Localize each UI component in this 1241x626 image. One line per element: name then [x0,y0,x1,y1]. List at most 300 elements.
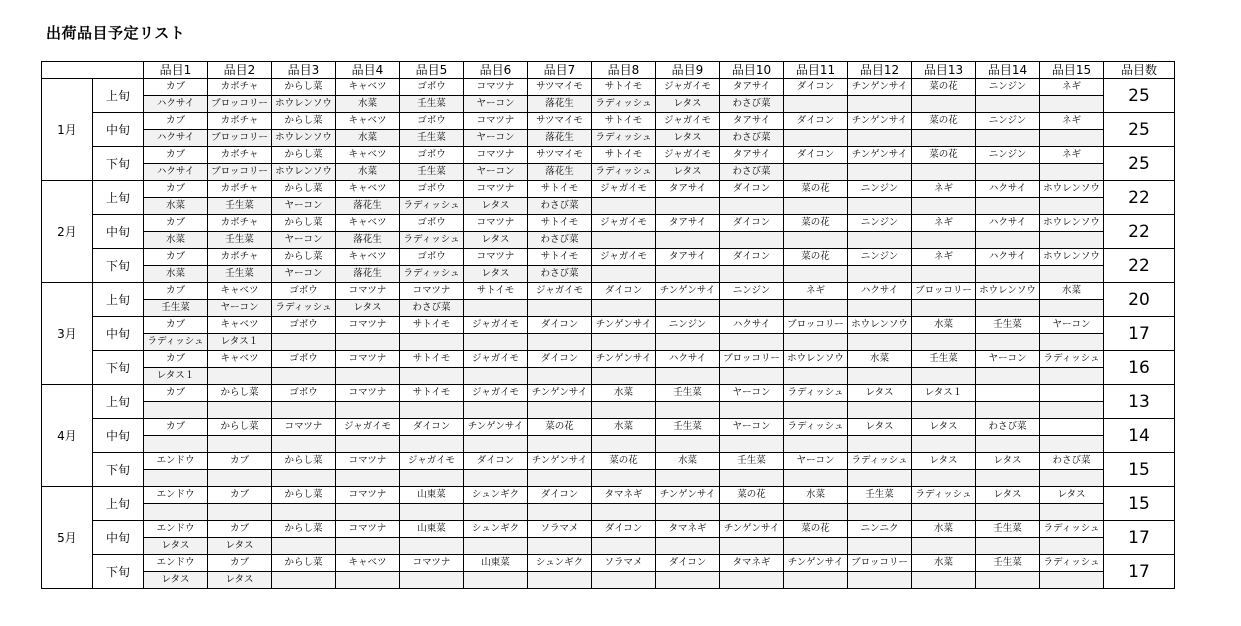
item-count: 13 [1104,385,1175,419]
table-row [42,419,1175,436]
item-cell [592,572,656,589]
item-cell [976,436,1040,453]
item-cell: コマツナ [336,453,400,470]
item-cell: レタス [1040,487,1104,504]
item-cell: からし菜 [272,249,336,266]
item-cell: 水菜 [784,487,848,504]
item-cell [848,538,912,555]
item-cell: レタス１ [144,368,208,385]
item-cell: カブ [208,453,272,470]
table-row [42,266,1175,283]
month-label: 1月 [42,79,93,181]
item-cell [976,96,1040,113]
item-cell [720,368,784,385]
table-row [42,351,1175,368]
item-cell: ヤーコン [464,96,528,113]
item-cell [976,504,1040,521]
item-cell [848,266,912,283]
item-cell [848,130,912,147]
table-body [42,62,1175,589]
item-cell [1040,538,1104,555]
item-cell: 落花生 [336,232,400,249]
period-label: 下旬 [93,249,144,283]
item-cell: ホウレンソウ [784,351,848,368]
item-cell: エンドウ [144,453,208,470]
item-cell: コマツナ [336,521,400,538]
item-cell: からし菜 [272,555,336,572]
item-cell [848,232,912,249]
item-cell: わさび菜 [720,164,784,181]
item-cell [272,402,336,419]
item-cell [848,572,912,589]
item-count: 20 [1104,283,1175,317]
item-cell: キャベツ [208,351,272,368]
item-cell [272,538,336,555]
item-cell [720,334,784,351]
table-row [42,317,1175,334]
item-cell [976,402,1040,419]
item-cell [272,368,336,385]
table-row [42,79,1175,96]
item-cell: サトイモ [400,351,464,368]
item-cell: ブロッコリー [784,317,848,334]
item-cell: ラディッシュ [592,130,656,147]
item-cell: カブ [144,147,208,164]
item-cell: ラディッシュ [144,334,208,351]
item-cell [976,368,1040,385]
item-cell [528,402,592,419]
item-cell [528,436,592,453]
item-cell: タマネギ [656,521,720,538]
period-label: 下旬 [93,351,144,385]
item-cell: コマツナ [336,317,400,334]
item-cell: チンゲンサイ [656,487,720,504]
item-cell [848,164,912,181]
item-cell [144,436,208,453]
item-cell: ゴボウ [272,351,336,368]
item-column-header: 品目1 [144,62,208,79]
item-cell: 水菜 [144,232,208,249]
item-cell [912,538,976,555]
item-cell [912,470,976,487]
item-cell: レタス [464,266,528,283]
item-cell [912,96,976,113]
item-cell: ネギ [912,181,976,198]
item-cell [720,538,784,555]
item-cell [656,232,720,249]
item-cell [912,334,976,351]
item-cell: ラディッシュ [1040,351,1104,368]
item-cell: ソラマメ [592,555,656,572]
item-cell: ブロッコリー [208,96,272,113]
item-cell [336,470,400,487]
item-cell [144,504,208,521]
table-row [42,487,1175,504]
item-cell: ダイコン [592,521,656,538]
item-cell: ダイコン [720,215,784,232]
item-cell: ニンジン [976,113,1040,130]
item-cell: キャベツ [336,147,400,164]
item-cell: ハクサイ [976,249,1040,266]
item-cell: コマツナ [464,113,528,130]
item-cell: ハクサイ [848,283,912,300]
item-cell: 山東菜 [400,487,464,504]
item-cell: ニンジン [848,181,912,198]
item-cell [848,470,912,487]
item-cell [912,130,976,147]
item-cell [784,334,848,351]
item-cell: チンゲンサイ [656,283,720,300]
item-cell [336,368,400,385]
item-cell: ジャガイモ [528,283,592,300]
count-column-header: 品目数 [1104,62,1175,79]
item-cell [784,368,848,385]
item-count: 22 [1104,249,1175,283]
item-cell [784,436,848,453]
item-cell: サトイモ [400,317,464,334]
item-cell: 壬生菜 [208,266,272,283]
item-cell: エンドウ [144,487,208,504]
item-cell [1040,232,1104,249]
item-cell: ホウレンソウ [976,283,1040,300]
item-cell: サツマイモ [528,113,592,130]
item-cell: サトイモ [592,147,656,164]
item-cell: エンドウ [144,555,208,572]
item-cell [912,368,976,385]
item-cell: ホウレンソウ [848,317,912,334]
item-cell [656,368,720,385]
item-cell [528,470,592,487]
item-cell: ハクサイ [144,130,208,147]
item-cell [912,164,976,181]
item-cell: ヤーコン [464,164,528,181]
item-count: 16 [1104,351,1175,385]
item-column-header: 品目5 [400,62,464,79]
item-cell [464,368,528,385]
item-cell: ゴボウ [400,147,464,164]
item-cell: レタス [208,572,272,589]
item-column-header: 品目12 [848,62,912,79]
item-cell [784,504,848,521]
item-cell: ゴボウ [400,181,464,198]
item-cell: レタス [976,487,1040,504]
item-cell: 水菜 [912,317,976,334]
item-cell: ホウレンソウ [272,130,336,147]
item-cell [336,572,400,589]
item-cell [592,402,656,419]
item-cell [528,368,592,385]
item-cell [592,504,656,521]
item-cell: カボチャ [208,249,272,266]
item-cell: ラディッシュ [400,198,464,215]
period-label: 中旬 [93,317,144,351]
item-cell [976,572,1040,589]
document-title: 出荷品目予定リスト [46,24,186,42]
item-cell: レタス [912,419,976,436]
item-cell: サトイモ [528,181,592,198]
item-cell: ハクサイ [976,215,1040,232]
item-cell: ラディッシュ [592,96,656,113]
item-cell: ラディッシュ [848,453,912,470]
item-cell [592,198,656,215]
item-cell [272,436,336,453]
item-cell [848,96,912,113]
item-cell [272,334,336,351]
item-cell: ゴボウ [272,317,336,334]
item-cell [912,300,976,317]
item-cell: 水菜 [336,96,400,113]
table-row [42,181,1175,198]
item-cell [784,96,848,113]
item-count: 25 [1104,79,1175,113]
item-cell [784,402,848,419]
table-row [42,368,1175,385]
item-cell: 菜の花 [784,181,848,198]
item-cell: タマネギ [592,487,656,504]
item-cell: ヤーコン [272,198,336,215]
item-cell: ハクサイ [144,164,208,181]
item-cell [592,538,656,555]
item-cell: ブロッコリー [208,164,272,181]
item-cell: シュンギク [464,521,528,538]
item-cell [528,300,592,317]
item-cell [720,266,784,283]
item-cell [400,572,464,589]
item-cell [912,266,976,283]
item-cell [912,198,976,215]
item-column-header: 品目15 [1040,62,1104,79]
item-cell: ジャガイモ [400,453,464,470]
item-cell: サトイモ [400,385,464,402]
item-cell: 水菜 [144,266,208,283]
item-cell: サツマイモ [528,147,592,164]
item-cell: わさび菜 [400,300,464,317]
item-cell: レタス [912,453,976,470]
item-cell: ジャガイモ [656,79,720,96]
item-cell: 壬生菜 [144,300,208,317]
item-cell [464,436,528,453]
item-cell: カブ [208,487,272,504]
item-cell: ヤーコン [976,351,1040,368]
item-cell: キャベツ [208,283,272,300]
item-cell: ハクサイ [656,351,720,368]
item-cell: レタス１ [912,385,976,402]
item-cell: コマツナ [272,419,336,436]
item-cell [784,232,848,249]
item-cell: 菜の花 [720,487,784,504]
item-cell [592,266,656,283]
item-cell [208,402,272,419]
item-cell [976,232,1040,249]
item-cell: ダイコン [656,555,720,572]
item-cell [1040,130,1104,147]
item-cell: レタス [976,453,1040,470]
item-cell [976,385,1040,402]
item-cell: 落花生 [528,96,592,113]
item-cell: 菜の花 [912,113,976,130]
item-cell [464,538,528,555]
item-count: 17 [1104,317,1175,351]
item-cell: カボチャ [208,113,272,130]
item-cell: ダイコン [784,79,848,96]
item-cell: ハクサイ [144,96,208,113]
item-cell: ヤーコン [208,300,272,317]
item-cell: レタス [656,164,720,181]
item-column-header: 品目7 [528,62,592,79]
item-cell [464,300,528,317]
item-cell [784,470,848,487]
item-cell [912,402,976,419]
item-cell [784,130,848,147]
item-cell: タアサイ [656,215,720,232]
item-cell: コマツナ [336,283,400,300]
item-cell [656,504,720,521]
item-cell: 水菜 [336,130,400,147]
item-cell [336,402,400,419]
item-cell: わさび菜 [976,419,1040,436]
item-cell [400,402,464,419]
item-cell [1040,334,1104,351]
item-cell [528,572,592,589]
item-cell: カブ [208,555,272,572]
item-cell: からし菜 [272,113,336,130]
item-cell [656,402,720,419]
item-cell: ヤーコン [1040,317,1104,334]
item-cell: サトイモ [592,79,656,96]
item-cell [784,300,848,317]
item-count: 14 [1104,419,1175,453]
table-row [42,164,1175,181]
item-cell: ネギ [1040,147,1104,164]
item-count: 22 [1104,215,1175,249]
item-cell [400,436,464,453]
item-cell: ニンジン [848,215,912,232]
item-cell: ラディッシュ [1040,555,1104,572]
item-cell: カブ [144,113,208,130]
item-cell [592,368,656,385]
item-cell [656,470,720,487]
item-cell: シュンギク [528,555,592,572]
item-cell: 落花生 [528,164,592,181]
period-label: 中旬 [93,113,144,147]
item-cell: 水菜 [592,419,656,436]
item-cell: タアサイ [720,147,784,164]
item-cell: カボチャ [208,79,272,96]
item-cell [592,470,656,487]
item-cell [656,538,720,555]
item-cell: 菜の花 [528,419,592,436]
item-cell: カブ [144,351,208,368]
item-cell: ヤーコン [272,232,336,249]
item-cell: わさび菜 [528,232,592,249]
item-cell [656,266,720,283]
table-row [42,249,1175,266]
item-cell [784,198,848,215]
item-cell: 壬生菜 [400,96,464,113]
item-cell: チンゲンサイ [720,521,784,538]
period-label: 上旬 [93,181,144,215]
item-cell: ジャガイモ [656,113,720,130]
item-cell: からし菜 [272,453,336,470]
item-cell: 落花生 [528,130,592,147]
item-cell [848,368,912,385]
item-cell: ホウレンソウ [1040,249,1104,266]
item-cell: 壬生菜 [208,198,272,215]
item-cell: カブ [144,317,208,334]
item-cell: 山東菜 [400,521,464,538]
item-cell: ネギ [912,215,976,232]
item-cell: ゴボウ [400,113,464,130]
item-cell: チンゲンサイ [528,385,592,402]
item-column-header: 品目10 [720,62,784,79]
item-cell [592,232,656,249]
item-cell: ニンジン [656,317,720,334]
item-cell [784,538,848,555]
item-cell [656,436,720,453]
item-cell: キャベツ [208,317,272,334]
item-cell [528,538,592,555]
item-cell [912,232,976,249]
item-cell: 水菜 [912,555,976,572]
item-cell: ダイコン [592,283,656,300]
shipment-table [41,61,1175,589]
table-row [42,402,1175,419]
item-cell: からし菜 [272,487,336,504]
item-cell: 菜の花 [784,521,848,538]
item-count: 17 [1104,555,1175,589]
item-cell: チンゲンサイ [848,79,912,96]
item-cell [912,572,976,589]
item-cell [336,436,400,453]
period-label: 上旬 [93,385,144,419]
item-cell: キャベツ [336,113,400,130]
item-cell: コマツナ [464,79,528,96]
item-cell [848,300,912,317]
item-cell: ネギ [1040,79,1104,96]
item-cell: ダイコン [528,317,592,334]
item-cell: タアサイ [720,113,784,130]
item-column-header: 品目6 [464,62,528,79]
item-cell: 水菜 [336,164,400,181]
item-cell [592,436,656,453]
item-cell [720,402,784,419]
item-cell: ブロッコリー [912,283,976,300]
item-cell [656,198,720,215]
item-cell: コマツナ [336,351,400,368]
item-cell [208,436,272,453]
item-cell [976,334,1040,351]
item-cell: コマツナ [336,385,400,402]
table-row [42,555,1175,572]
item-cell: 水菜 [144,198,208,215]
item-cell: ネギ [1040,113,1104,130]
item-cell: ジャガイモ [464,317,528,334]
item-cell [1040,164,1104,181]
item-cell: ゴボウ [400,79,464,96]
item-cell: ニンジン [976,147,1040,164]
table-row [42,334,1175,351]
item-cell: 菜の花 [784,249,848,266]
period-label: 上旬 [93,79,144,113]
item-cell [400,334,464,351]
item-cell [400,538,464,555]
item-cell: 壬生菜 [656,385,720,402]
item-cell: レタス [464,232,528,249]
item-cell: 落花生 [336,198,400,215]
item-cell [656,572,720,589]
item-cell: ラディッシュ [400,266,464,283]
table-row [42,385,1175,402]
